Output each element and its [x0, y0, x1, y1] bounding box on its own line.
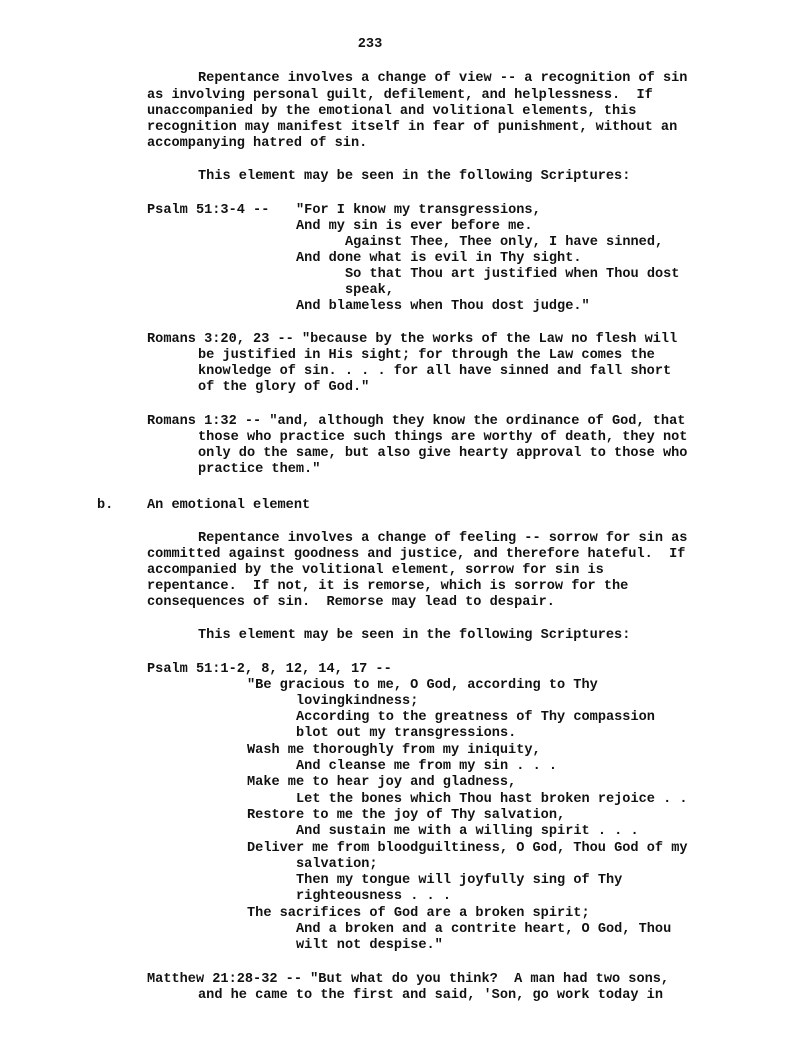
verse-line: According to the greatness of Thy compassion: [296, 710, 655, 725]
verse-line: Deliver me from bloodguiltiness, O God, Thou God of my: [247, 841, 688, 856]
verse-line: And blameless when Thou dost judge.": [296, 299, 590, 314]
text-line: repentance. If not, it is remorse, which is sorrow for the: [147, 579, 629, 594]
scripture-paragraph-line: knowledge of sin. . . . for all have sinned and fall short: [198, 364, 672, 379]
verse-line: Let the bones which Thou hast broken rejoice . .: [296, 792, 688, 807]
verse-line: lovingkindness;: [296, 694, 419, 709]
verse-line: speak,: [345, 283, 394, 298]
text-line: Repentance involves a change of feeling -- sorrow for sin as: [198, 531, 688, 546]
verse-line: blot out my transgressions.: [296, 726, 517, 741]
verse-line: wilt not despise.": [296, 938, 443, 953]
section-marker: b.: [97, 498, 114, 513]
verse-line: Then my tongue will joyfully sing of Thy: [296, 873, 623, 888]
text-line: unaccompanied by the emotional and volitional elements, this: [147, 104, 637, 119]
verse-line: And sustain me with a willing spirit . . .: [296, 824, 639, 839]
verse-line: righteousness . . .: [296, 889, 451, 904]
scripture-paragraph-line: Matthew 21:28-32 -- "But what do you think? A man had two sons,: [147, 972, 670, 987]
scripture-paragraph-line: those who practice such things are worthy of death, they not: [198, 430, 688, 445]
verse-line: "Be gracious to me, O God, according to Thy: [247, 678, 598, 693]
scripture-reference: Psalm 51:1-2, 8, 12, 14, 17 --: [147, 662, 392, 677]
verse-line: Restore to me the joy of Thy salvation,: [247, 808, 566, 823]
verse-line: Wash me thoroughly from my iniquity,: [247, 743, 541, 758]
scripture-reference: Psalm 51:3-4 --: [147, 203, 270, 218]
verse-line: salvation;: [296, 857, 378, 872]
text-line: Repentance involves a change of view -- a recognition of sin: [198, 71, 688, 86]
section-heading: An emotional element: [147, 498, 311, 513]
verse-line: "For I know my transgressions,: [296, 203, 541, 218]
scripture-paragraph-line: be justified in His sight; for through the Law comes the: [198, 348, 655, 363]
verse-line: Against Thee, Thee only, I have sinned,: [345, 235, 664, 250]
scripture-paragraph-line: and he came to the first and said, 'Son, go work today in: [198, 988, 663, 1003]
text-line: accompanying hatred of sin.: [147, 136, 368, 151]
text-line: consequences of sin. Remorse may lead to despair.: [147, 595, 555, 610]
scripture-paragraph-line: Romans 1:32 -- "and, although they know the ordinance of God, that: [147, 414, 686, 429]
text-line: committed against goodness and justice, and therefore hateful. If: [147, 547, 686, 562]
scripture-paragraph-line: Romans 3:20, 23 -- "because by the works of the Law no flesh will: [147, 332, 678, 347]
text-line: This element may be seen in the following Scriptures:: [198, 169, 631, 184]
scripture-paragraph-line: of the glory of God.": [198, 380, 370, 395]
text-line: recognition may manifest itself in fear of punishment, without an: [147, 120, 678, 135]
verse-line: And done what is evil in Thy sight.: [296, 251, 582, 266]
scripture-paragraph-line: only do the same, but also give hearty approval to those who: [198, 446, 688, 461]
verse-line: And cleanse me from my sin . . .: [296, 759, 558, 774]
verse-line: Make me to hear joy and gladness,: [247, 775, 517, 790]
verse-line: So that Thou art justified when Thou dost: [345, 267, 680, 282]
page-number: 233: [357, 37, 383, 52]
verse-line: And a broken and a contrite heart, O God, Thou: [296, 922, 672, 937]
verse-line: And my sin is ever before me.: [296, 219, 533, 234]
text-line: as involving personal guilt, defilement, and helplessness. If: [147, 88, 653, 103]
scripture-paragraph-line: practice them.": [198, 462, 321, 477]
text-line: accompanied by the volitional element, sorrow for sin is: [147, 563, 604, 578]
verse-line: The sacrifices of God are a broken spirit;: [247, 906, 590, 921]
text-line: This element may be seen in the following Scriptures:: [198, 628, 631, 643]
